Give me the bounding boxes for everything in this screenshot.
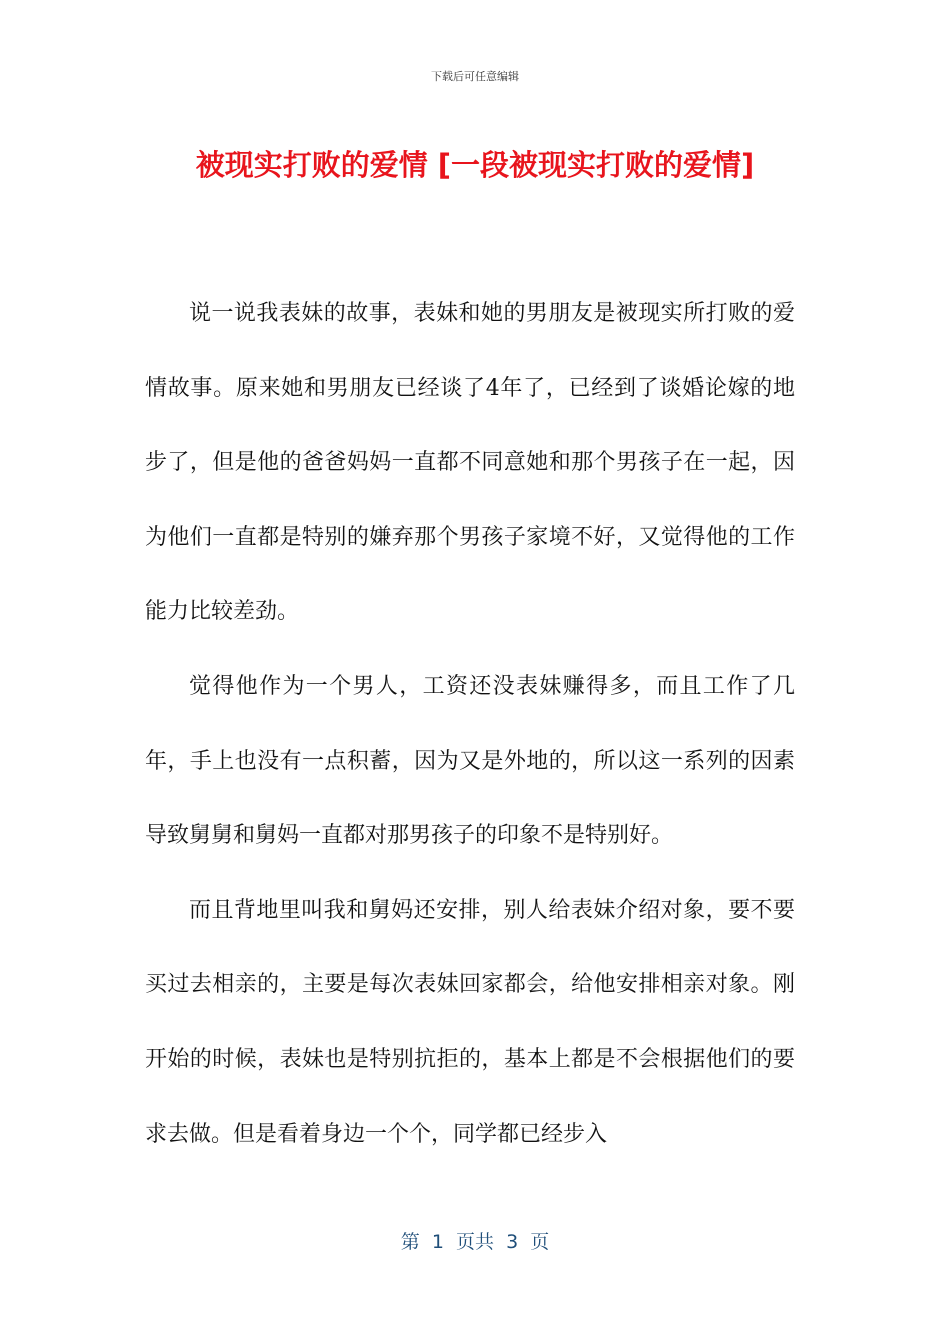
paragraph-3: 而且背地里叫我和舅妈还安排，别人给表妹介绍对象，要不要买过去相亲的，主要是每次表妹回家都会，给他安排相亲对象。刚开始的时候，表妹也是特别抗拒的，基本上都是不会根据他们的要求去做。但是看着身边一个个，同学都已经步入: [145, 897, 795, 1147]
document-title: 被现实打败的爱情 [一段被现实打败的爱情]: [195, 148, 755, 182]
header-note: 下载后可任意编辑: [431, 70, 519, 83]
page-footer: 第 1 页共 3 页: [400, 1231, 550, 1253]
paragraph-2: 觉得他作为一个男人，工资还没表妹赚得多，而且工作了几年，手上也没有一点积蓄，因为又是外地的，所以这一系列的因素导致舅舅和舅妈一直都对那男孩子的印象不是特别好。: [145, 673, 795, 849]
document-body: [145, 277, 795, 1172]
paragraph-1: 说一说我表妹的故事，表妹和她的男朋友是被现实所打败的爱情故事。原来她和男朋友已经谈了4年了，已经到了谈婚论嫁的地步了，但是他的爸爸妈妈一直都不同意她和那个男孩子在一起，因为他们一直都是特别的嫌弃那个男孩子家境不好，又觉得他的工作能力比较差劲。: [145, 301, 795, 625]
